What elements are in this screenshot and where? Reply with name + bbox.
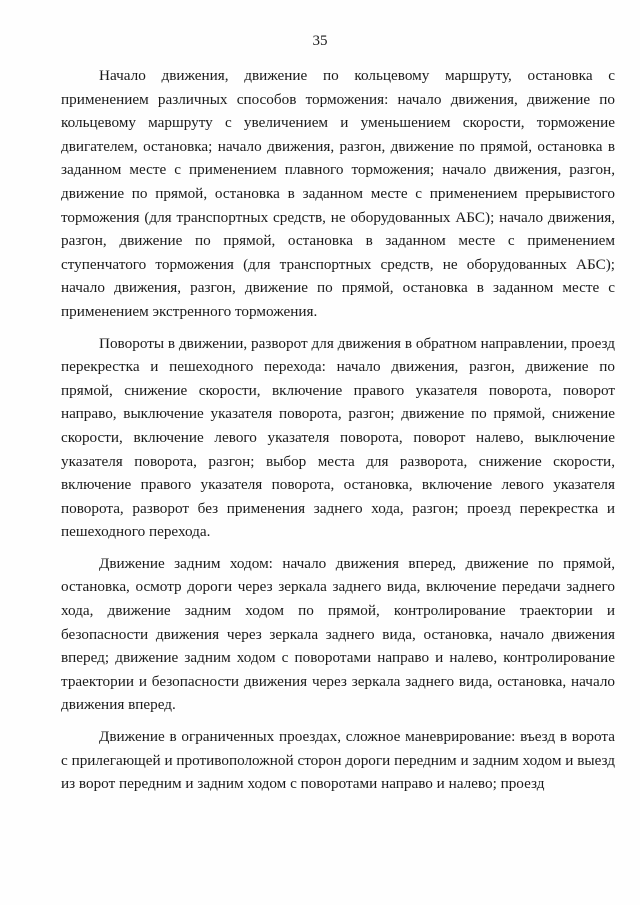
paragraph-maneuvering: Движение в ограниченных проездах, сложное маневрирование: въезд в ворота с прилегающей и противоположной сторон дороги передним и задним ходом и выезд из ворот передним и задним ходом с поворотами направо и налево; проезд bbox=[61, 728, 615, 793]
paragraph-braking: Начало движения, движение по кольцевому маршруту, остановка с применением различных способов торможения: начало движения, движение по кольцевому маршруту с увеличением и уменьшением скорости, торможение двигателем, остановка; начало движения, разгон, движение по прямой, остановка в заданном месте с применением плавного торможения; начало движения, разгон, движение по прямой, остановка в заданном месте с применением прерывистого торможения (для транспортных средств, не оборудованных АБС); начало движения, разгон, движение по прямой, остановка в заданном месте с применением ступенчатого торможения (для транспортных средств, не оборудованных АБС); начало движения, разгон, движение по прямой, остановка в заданном месте с применением экстренного торможения. bbox=[61, 67, 615, 320]
page-number: 35 bbox=[312, 33, 328, 49]
paragraph-reverse: Движение задним ходом: начало движения вперед, движение по прямой, остановка, осмотр дороги через зеркала заднего вида, включение передачи заднего хода, движение задним ходом по прямой, контролирование траектории и безопасности движения через зеркала заднего вида, остановка, начало движения вперед; движение задним ходом с поворотами направо и налево, контролирование траектории и безопасности движения через зеркала заднего вида, остановка, начало движения вперед. bbox=[61, 554, 615, 714]
body-text bbox=[61, 64, 615, 804]
paragraph-turns: Повороты в движении, разворот для движения в обратном направлении, проезд перекрестка и пешеходного перехода: начало движения, разгон, движение по прямой, снижение скорости, включение правого указателя поворота, поворот направо, выключение указателя поворота, разгон; движение по прямой, снижение скорости, включение левого указателя поворота, поворот налево, выключение указателя поворота, разгон; выбор места для разворота, снижение скорости, включение правого указателя поворота, остановка, включение левого указателя поворота, разворот без применения заднего хода, разгон; проезд перекрестка и пешеходного перехода. bbox=[61, 334, 615, 541]
